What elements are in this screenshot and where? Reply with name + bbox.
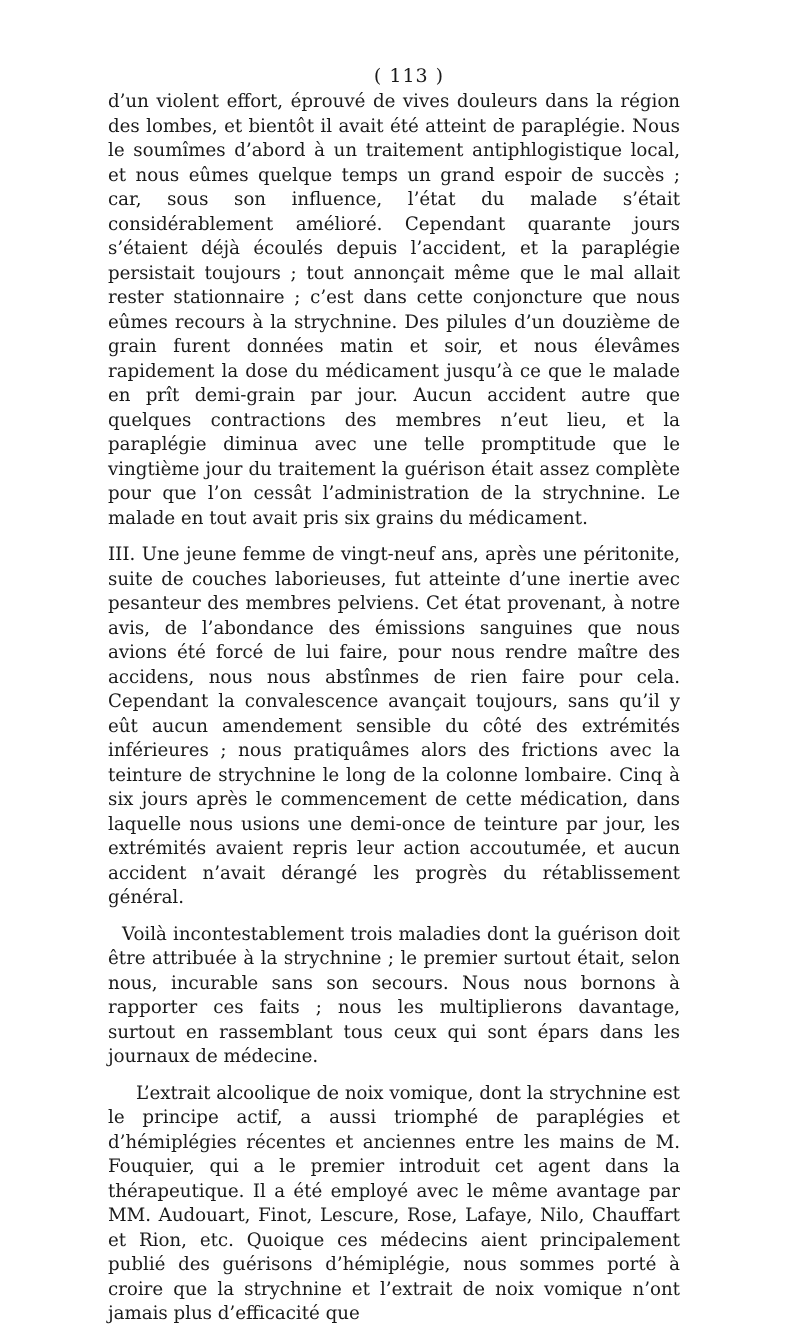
paragraph-case-continuation: d’un violent effort, éprouvé de vives douleurs dans la région des lombes, et bientôt il avait été atteint de paraplégie. Nous le soumîmes d’abord à un traitement antiphlogistique local, et nous eûmes quelque temps un grand espoir de succès ; car, sous son influence, l’état du malade s’était considérablement amélioré. Cependant quarante jours s’étaient déjà écoulés depuis l’accident, et la paraplégie persistait toujours ; tout annonçait même que le mal allait rester stationnaire ; c’est dans cette conjoncture que nous eûmes recours à la strychnine. Des pilules d’un douzième de grain furent données matin et soir, et nous élevâmes rapidement la dose du médicament jusqu’à ce que le malade en prît demi-grain par jour. Aucun accident autre que quelques contractions des membres n’eut lieu, et la paraplégie diminua avec une telle promptitude que le vingtième jour du traitement la guérison était assez complète pour que l’on cessât l’administration de la strychnine. Le malade en tout avait pris six grains du médicament. (108, 91, 680, 529)
paragraph-conclusion: Voilà incontestablement trois maladies dont la guérison doit être attribuée à la strychnine ; le premier surtout était, selon nous, incurable sans son secours. Nous nous bornons à rapporter ces faits ; nous les multiplierons davantage, surtout en rassemblant tous ceux qui sont épars dans les journaux de médecine. (108, 923, 680, 1067)
page-number: ( 113 ) (373, 65, 445, 87)
document-page (108, 62, 680, 1327)
paragraph-nux-vomica: L’extrait alcoolique de noix vomique, dont la strychnine est le principe actif, a aussi triomphé de paraplégies et d’hémiplégies récentes et anciennes entre les mains de M. Fouquier, qui a le premier introduit cet agent dans la thérapeutique. Il a été employé avec le même avantage par MM. Audouart, Finot, Lescure, Rose, Lafaye, Nilo, Chauffart et Rion, etc. Quoique ces médecins aient principalement publié des guérisons d’hémiplégie, nous sommes porté à croire que la strychnine et l’extrait de noix vomique n’ont jamais plus d’efficacité que (108, 1082, 680, 1324)
paragraph-case-three: III. Une jeune femme de vingt-neuf ans, après une péritonite, suite de couches laborieuses, fut atteinte d’une inertie avec pesanteur des membres pelviens. Cet état provenant, à notre avis, de l’abondance des émissions sanguines que nous avions été forcé de lui faire, pour nous rendre maître des accidens, nous nous abstînmes de rien faire pour cela. Cependant la convalescence avançait toujours, sans qu’il y eût aucun amendement sensible du côté des extrémités inférieures ; nous pratiquâmes alors des frictions avec la teinture de strychnine le long de la colonne lombaire. Cinq à six jours après le commencement de cette médication, dans laquelle nous usions une demi-once de teinture par jour, les extrémités avaient repris leur action accoutumée, et aucun accident n’avait dérangé les progrès du rétablissement général. (108, 544, 680, 908)
